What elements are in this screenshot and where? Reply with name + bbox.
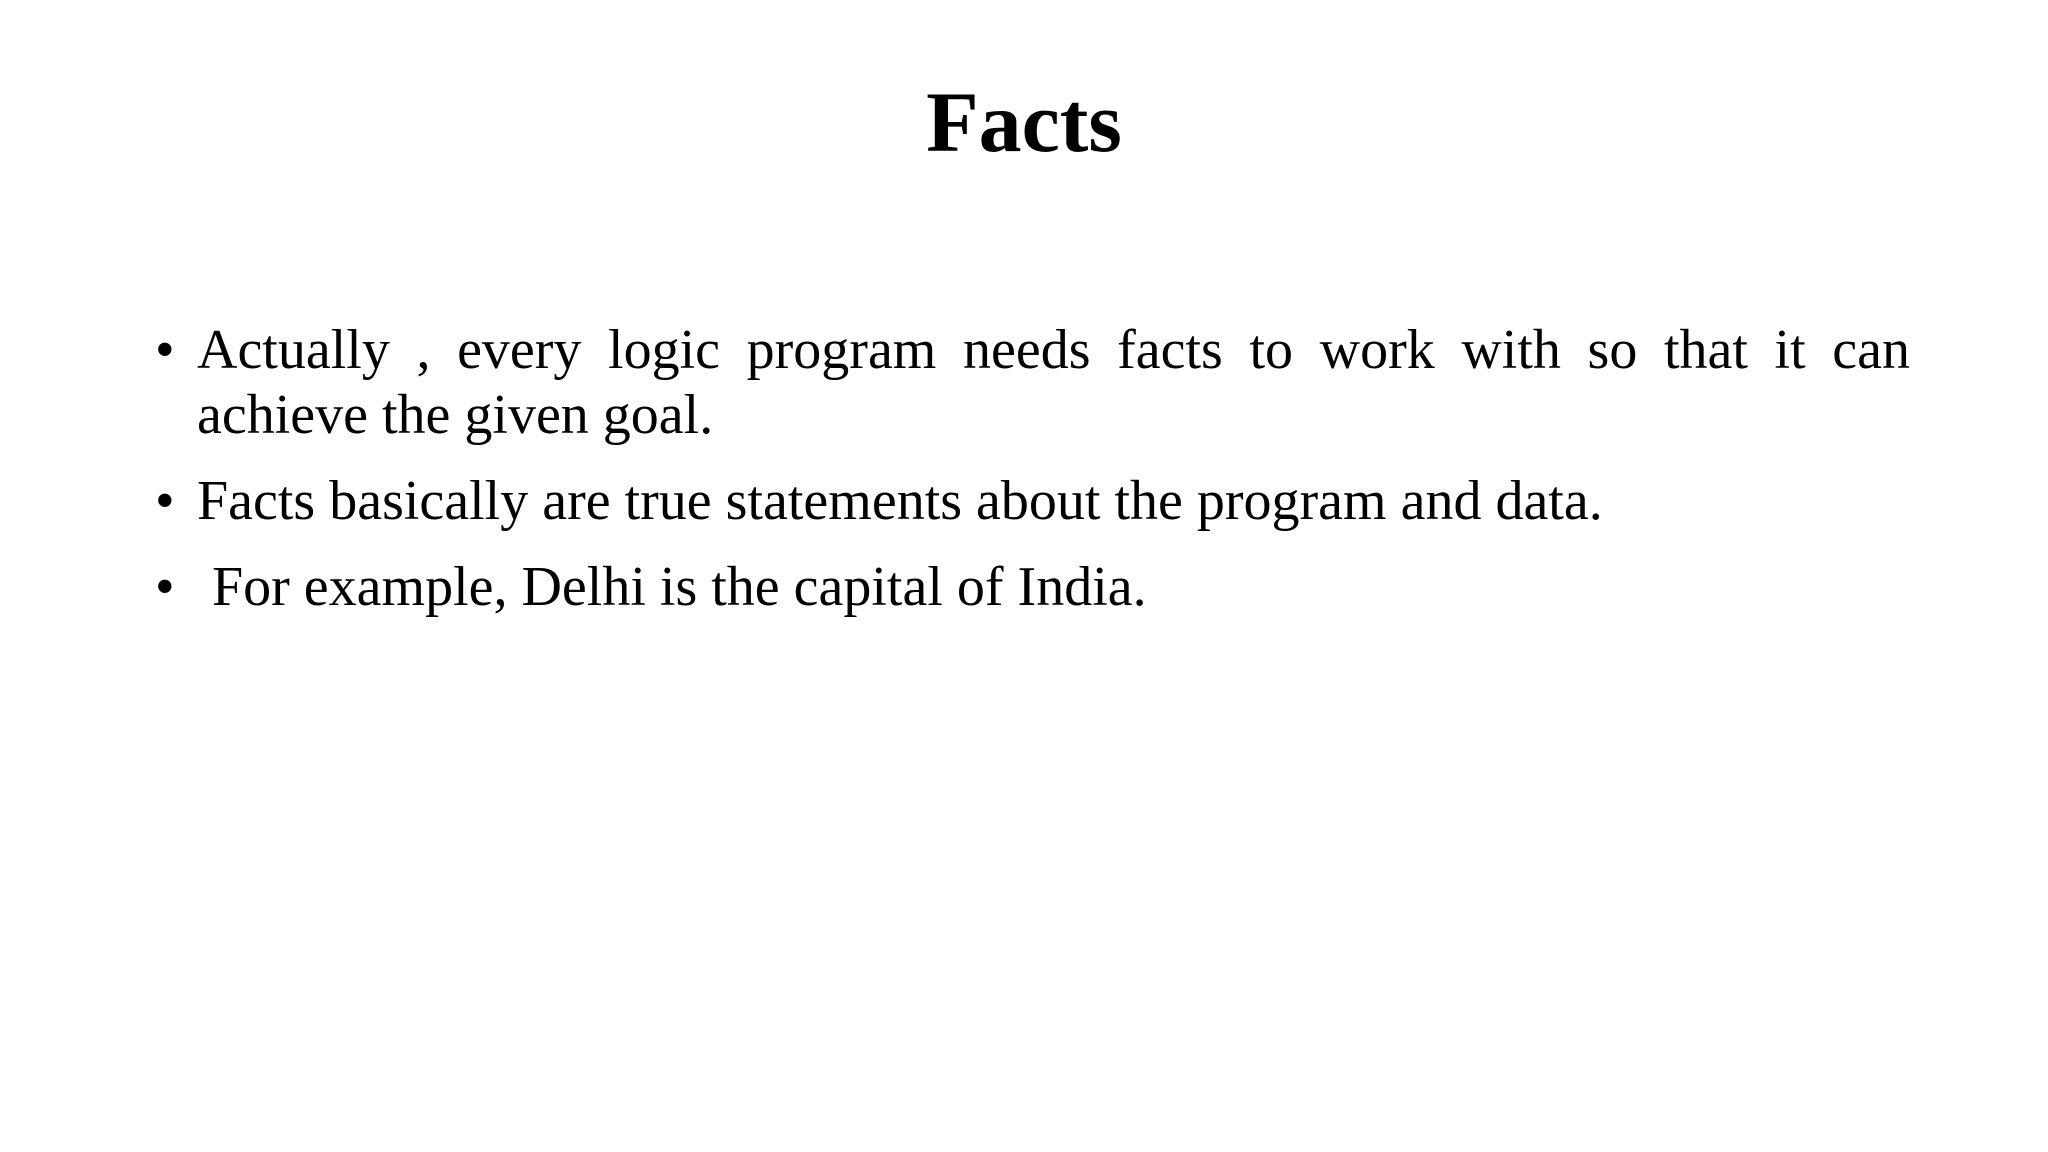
bullet-icon: • bbox=[155, 319, 175, 381]
bullet-item bbox=[155, 555, 1910, 620]
bullet-item bbox=[155, 469, 1910, 534]
bullet-text: Facts basically are true statements about the program and data. bbox=[197, 470, 1603, 532]
bullet-icon: • bbox=[155, 470, 175, 532]
bullet-text: Actually , every logic program needs facts to work with so that it can achieve the given goal. bbox=[197, 319, 1910, 446]
slide-title: Facts bbox=[926, 74, 1122, 170]
bullet-icon: • bbox=[155, 556, 175, 618]
bullet-text: For example, Delhi is the capital of India. bbox=[212, 556, 1147, 618]
bullet-list bbox=[155, 318, 1910, 641]
bullet-item bbox=[155, 318, 1910, 448]
